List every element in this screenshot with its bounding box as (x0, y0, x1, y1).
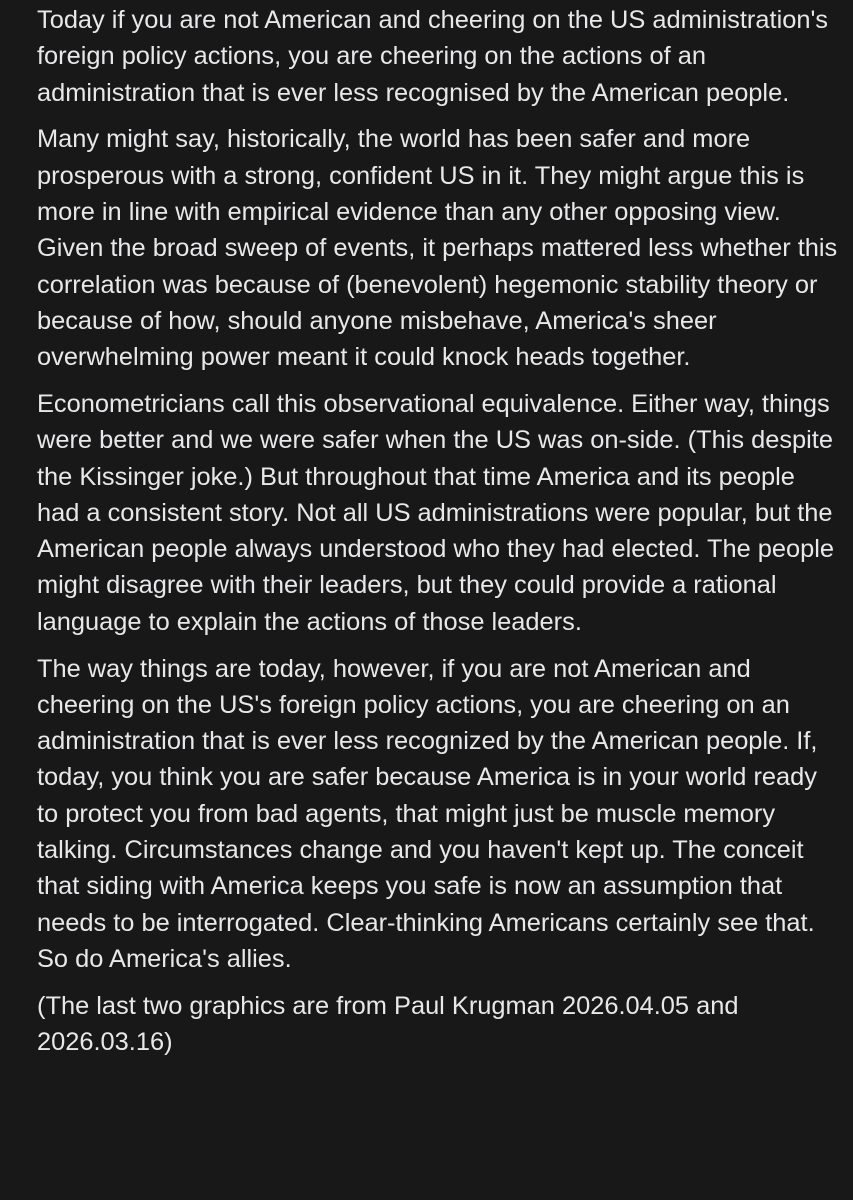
paragraph-3: Econometricians call this observational equivalence. Either way, things were better and we were safer when the US was on-side. (This despite the Kissinger joke.) But throughout that time America and its people had a consistent story. Not all US administrations were popular, but the American people always understood who they had elected. The people might disagree with their leaders, but they could provide a rational language to explain the actions of those leaders. (37, 389, 835, 636)
paragraph-5-source-note: (The last two graphics are from Paul Krugman 2026.04.05 and 2026.03.16) (37, 991, 739, 1057)
post-body (37, 2, 843, 1071)
paragraph-1: Today if you are not American and cheering on the US administration's foreign policy actions, you are cheering on the actions of an administration that is ever less recognised by the American people. (37, 6, 828, 107)
paragraph-4: The way things are today, however, if you are not American and cheering on the US's foreign policy actions, you are cheering on an administration that is ever less recognized by the American people. If, today, you think you are safer because America is in your world ready to protect you from bad agents, that might just be muscle memory talking. Circumstances change and you haven't kept up. The conceit that siding with America keeps you safe is now an assumption that needs to be interrogated. Clear-thinking Americans certainly see that. So do America's allies. (37, 654, 818, 973)
paragraph-2: Many might say, historically, the world has been safer and more prosperous with a strong, confident US in it. They might argue this is more in line with empirical evidence than any other opposing view. Given the broad sweep of events, it perhaps mattered less whether this correlation was because of (benevolent) hegemonic stability theory or because of how, should anyone misbehave, America's sheer overwhelming power meant it could knock heads together. (37, 125, 838, 372)
